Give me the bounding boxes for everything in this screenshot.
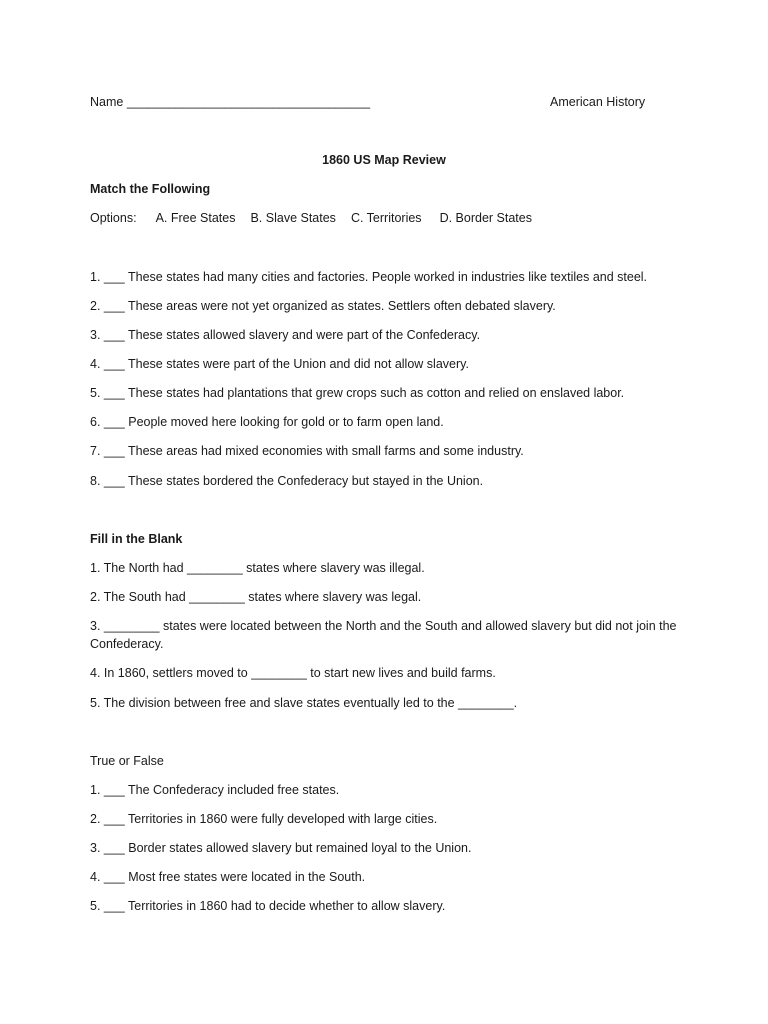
fill-in-item: 4. In 1860, settlers moved to ________ to start new lives and build farms. — [90, 666, 496, 680]
matching-item: 2. ___ These areas were not yet organized as states. Settlers often debated slavery. — [90, 299, 556, 313]
option-territories: C. Territories — [350, 211, 422, 225]
course-label: American History — [550, 95, 646, 109]
true-false-item: 5. ___ Territories in 1860 had to decide whether to allow slavery. — [90, 899, 446, 913]
name-field-label: Name ___________________________________ — [90, 95, 371, 109]
fill-in-item: 3. ________ states were located between the North and the South and allowed slavery but did not join the Confederacy. — [90, 619, 677, 651]
fill-in-item: 5. The division between free and slave states eventually led to the ________. — [90, 696, 518, 710]
matching-item: 7. ___ These areas had mixed economies with small farms and some industry. — [90, 444, 524, 458]
matching-options — [90, 209, 532, 227]
matching-item: 6. ___ People moved here looking for gold or to farm open land. — [90, 415, 444, 429]
matching-item: 1. ___ These states had many cities and factories. People worked in industries like textiles and steel. — [90, 270, 648, 284]
true-false-heading: True or False — [90, 754, 164, 768]
option-slave-states: B. Slave States — [250, 211, 336, 225]
true-false-item: 3. ___ Border states allowed slavery but remained loyal to the Union. — [90, 841, 472, 855]
fill-in-heading: Fill in the Blank — [90, 532, 183, 546]
true-false-item: 1. ___ The Confederacy included free states. — [90, 783, 340, 797]
true-false-item: 2. ___ Territories in 1860 were fully developed with large cities. — [90, 812, 438, 826]
matching-item: 3. ___ These states allowed slavery and were part of the Confederacy. — [90, 328, 481, 342]
true-false-item: 4. ___ Most free states were located in the South. — [90, 870, 366, 884]
matching-item: 5. ___ These states had plantations that grew crops such as cotton and relied on enslaved labor. — [90, 386, 625, 400]
option-free-states: A. Free States — [155, 211, 236, 225]
options-label: Options: — [90, 211, 137, 225]
page-title: 1860 US Map Review — [322, 153, 446, 167]
matching-item: 4. ___ These states were part of the Union and did not allow slavery. — [90, 357, 469, 371]
matching-item: 8. ___ These states bordered the Confederacy but stayed in the Union. — [90, 474, 484, 488]
fill-in-item: 2. The South had ________ states where slavery was legal. — [90, 590, 422, 604]
matching-heading: Match the Following — [90, 182, 211, 196]
option-border-states: D. Border States — [439, 211, 532, 225]
fill-in-item: 1. The North had ________ states where slavery was illegal. — [90, 561, 425, 575]
